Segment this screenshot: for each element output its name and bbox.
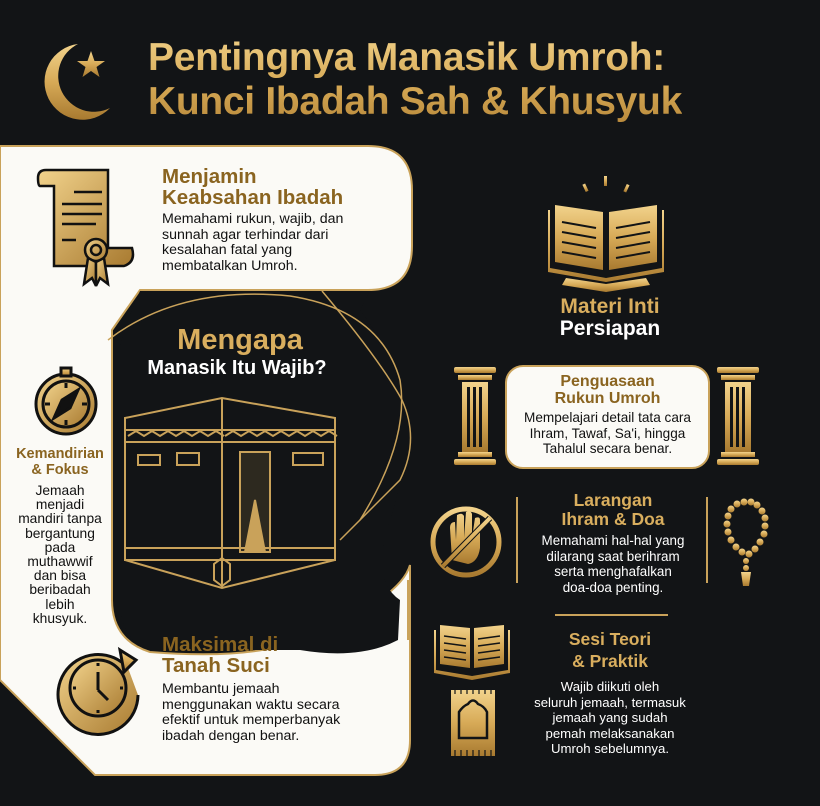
crescent-star-icon	[45, 44, 110, 120]
center-title: Mengapa	[177, 324, 303, 356]
divider-right	[706, 497, 708, 583]
prayer-mat-icon	[451, 686, 495, 758]
divider-horizontal	[555, 614, 668, 616]
larangan-body: Memahami hal-hal yang dilarang saat berihram serta menghafalkan doa-doa penting.	[541, 533, 685, 595]
prohibited-hand-icon	[433, 509, 499, 575]
card-body: Memahami rukun, wajib, dan sunnah agar terhindar dari kesalahan fatal yang membatalkan Umroh.	[162, 211, 344, 274]
page-title	[148, 36, 682, 124]
card-kemandirian-heading: Kemandirian & Fokus	[16, 446, 104, 478]
card-kemandirian-body: Jemaah menjadi mandiri tanpa bergantung pada muthawwif dan bisa beribadah lebih khusyuk.	[18, 483, 102, 626]
materi-heading: Materi Inti Persiapan	[559, 295, 661, 340]
sesi-section	[510, 628, 710, 757]
card-keabsahan	[162, 166, 412, 274]
card-body: Membantu jemaah menggunakan waktu secara efektif untuk memperbanyak ibadah dengan benar.	[162, 681, 341, 744]
larangan-section	[520, 491, 706, 595]
rukun-heading: Penguasaan Rukun Umroh	[554, 373, 661, 407]
kaaba-icon	[125, 398, 337, 588]
divider-left	[516, 497, 518, 583]
larangan-heading: Larangan Ihram & Doa	[561, 490, 665, 529]
rukun-body: Mempelajari detail tata cara Ihram, Tawaf, Sa'i, hingga Tahalul secara benar.	[524, 410, 691, 456]
card-heading: Maksimal di Tanah Suci	[162, 633, 279, 677]
sesi-heading: Sesi Teori & Praktik	[568, 629, 652, 671]
title-line-2: Kunci Ibadah Sah & Khusyuk	[148, 80, 682, 123]
center-subtitle: Manasik Itu Wajib?	[147, 357, 327, 379]
open-book-icon	[434, 625, 510, 680]
sesi-body: Wajib diikuti oleh seluruh jemaah, termasuk jemaah yang sudah pemah melaksanakan Umroh sebelumnya.	[534, 679, 686, 756]
title-line-1: Pentingnya Manasik Umroh:	[148, 36, 665, 79]
rukun-card	[505, 365, 710, 469]
prayer-beads-icon	[724, 499, 769, 587]
card-maksimal	[162, 634, 412, 744]
card-heading: Menjamin Keabsahan Ibadah	[162, 165, 344, 209]
quran-stand-icon	[548, 176, 664, 292]
